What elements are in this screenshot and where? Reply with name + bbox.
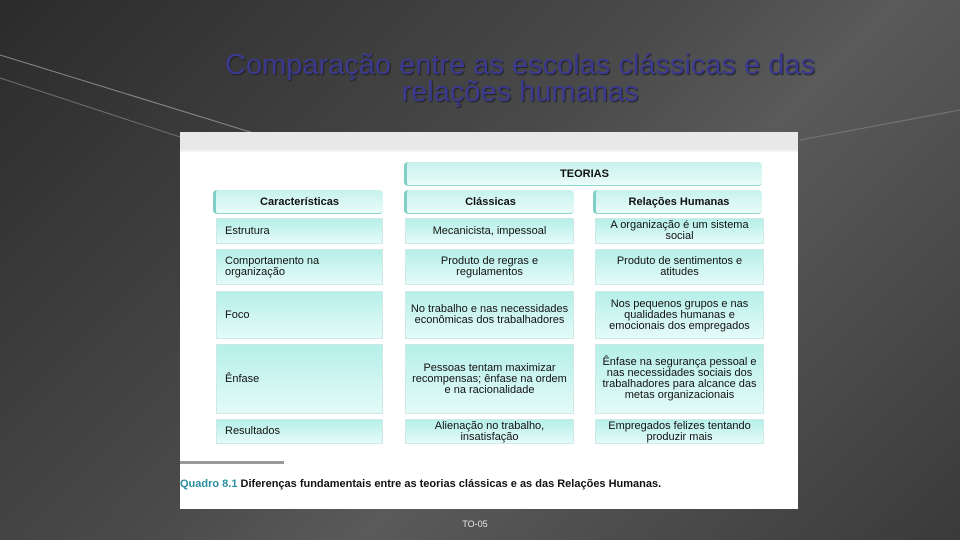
figure-top-bar	[180, 132, 798, 150]
row-label-focus: Foco	[216, 291, 383, 339]
header-classic: Clássicas	[404, 190, 574, 214]
row-label-behavior: Comportamento na organização	[216, 249, 383, 285]
caption-divider	[180, 461, 284, 464]
figure-top-bar-edge	[180, 150, 798, 152]
header-characteristics: Características	[213, 190, 383, 214]
figure-caption	[180, 478, 661, 490]
caption-text: Diferenças fundamentais entre as teorias clássicas e as das Relações Humanas.	[237, 478, 662, 490]
cell-human-structure: A organização é um sistema social	[595, 218, 764, 244]
cell-human-behavior: Produto de sentimentos e atitudes	[595, 249, 764, 285]
cell-human-results: Empregados felizes tentando produzir mais	[595, 419, 764, 444]
title-line-1: Comparação entre as escolas clássicas e das	[225, 49, 815, 81]
cell-classic-results: Alienação no trabalho, insatisfação	[405, 419, 574, 444]
cell-classic-focus: No trabalho e nas necessidades econômicas dos trabalhadores	[405, 291, 574, 339]
cell-classic-emphasis: Pessoas tentam maximizar recompensas; ênfase na ordem e na racionalidade	[405, 344, 574, 414]
header-human-relations: Relações Humanas	[593, 190, 762, 214]
row-label-results: Resultados	[216, 419, 383, 444]
header-theories: TEORIAS	[404, 162, 762, 186]
cell-human-focus: Nos pequenos grupos e nas qualidades humanas e emocionais dos empregados	[595, 291, 764, 339]
cell-human-emphasis: Ênfase na segurança pessoal e nas necessidades sociais dos trabalhadores para alcance das metas organizacionais	[595, 344, 764, 414]
caption-number: Quadro 8.1	[180, 478, 238, 490]
row-label-structure: Estrutura	[216, 218, 383, 244]
slide-footer: TO-05	[462, 519, 488, 529]
comparison-figure	[180, 132, 798, 509]
title-line-2: relações humanas	[401, 76, 639, 108]
cell-classic-structure: Mecanicista, impessoal	[405, 218, 574, 244]
row-label-emphasis: Ênfase	[216, 344, 383, 414]
cell-classic-behavior: Produto de regras e regulamentos	[405, 249, 574, 285]
slide-title	[150, 49, 890, 108]
